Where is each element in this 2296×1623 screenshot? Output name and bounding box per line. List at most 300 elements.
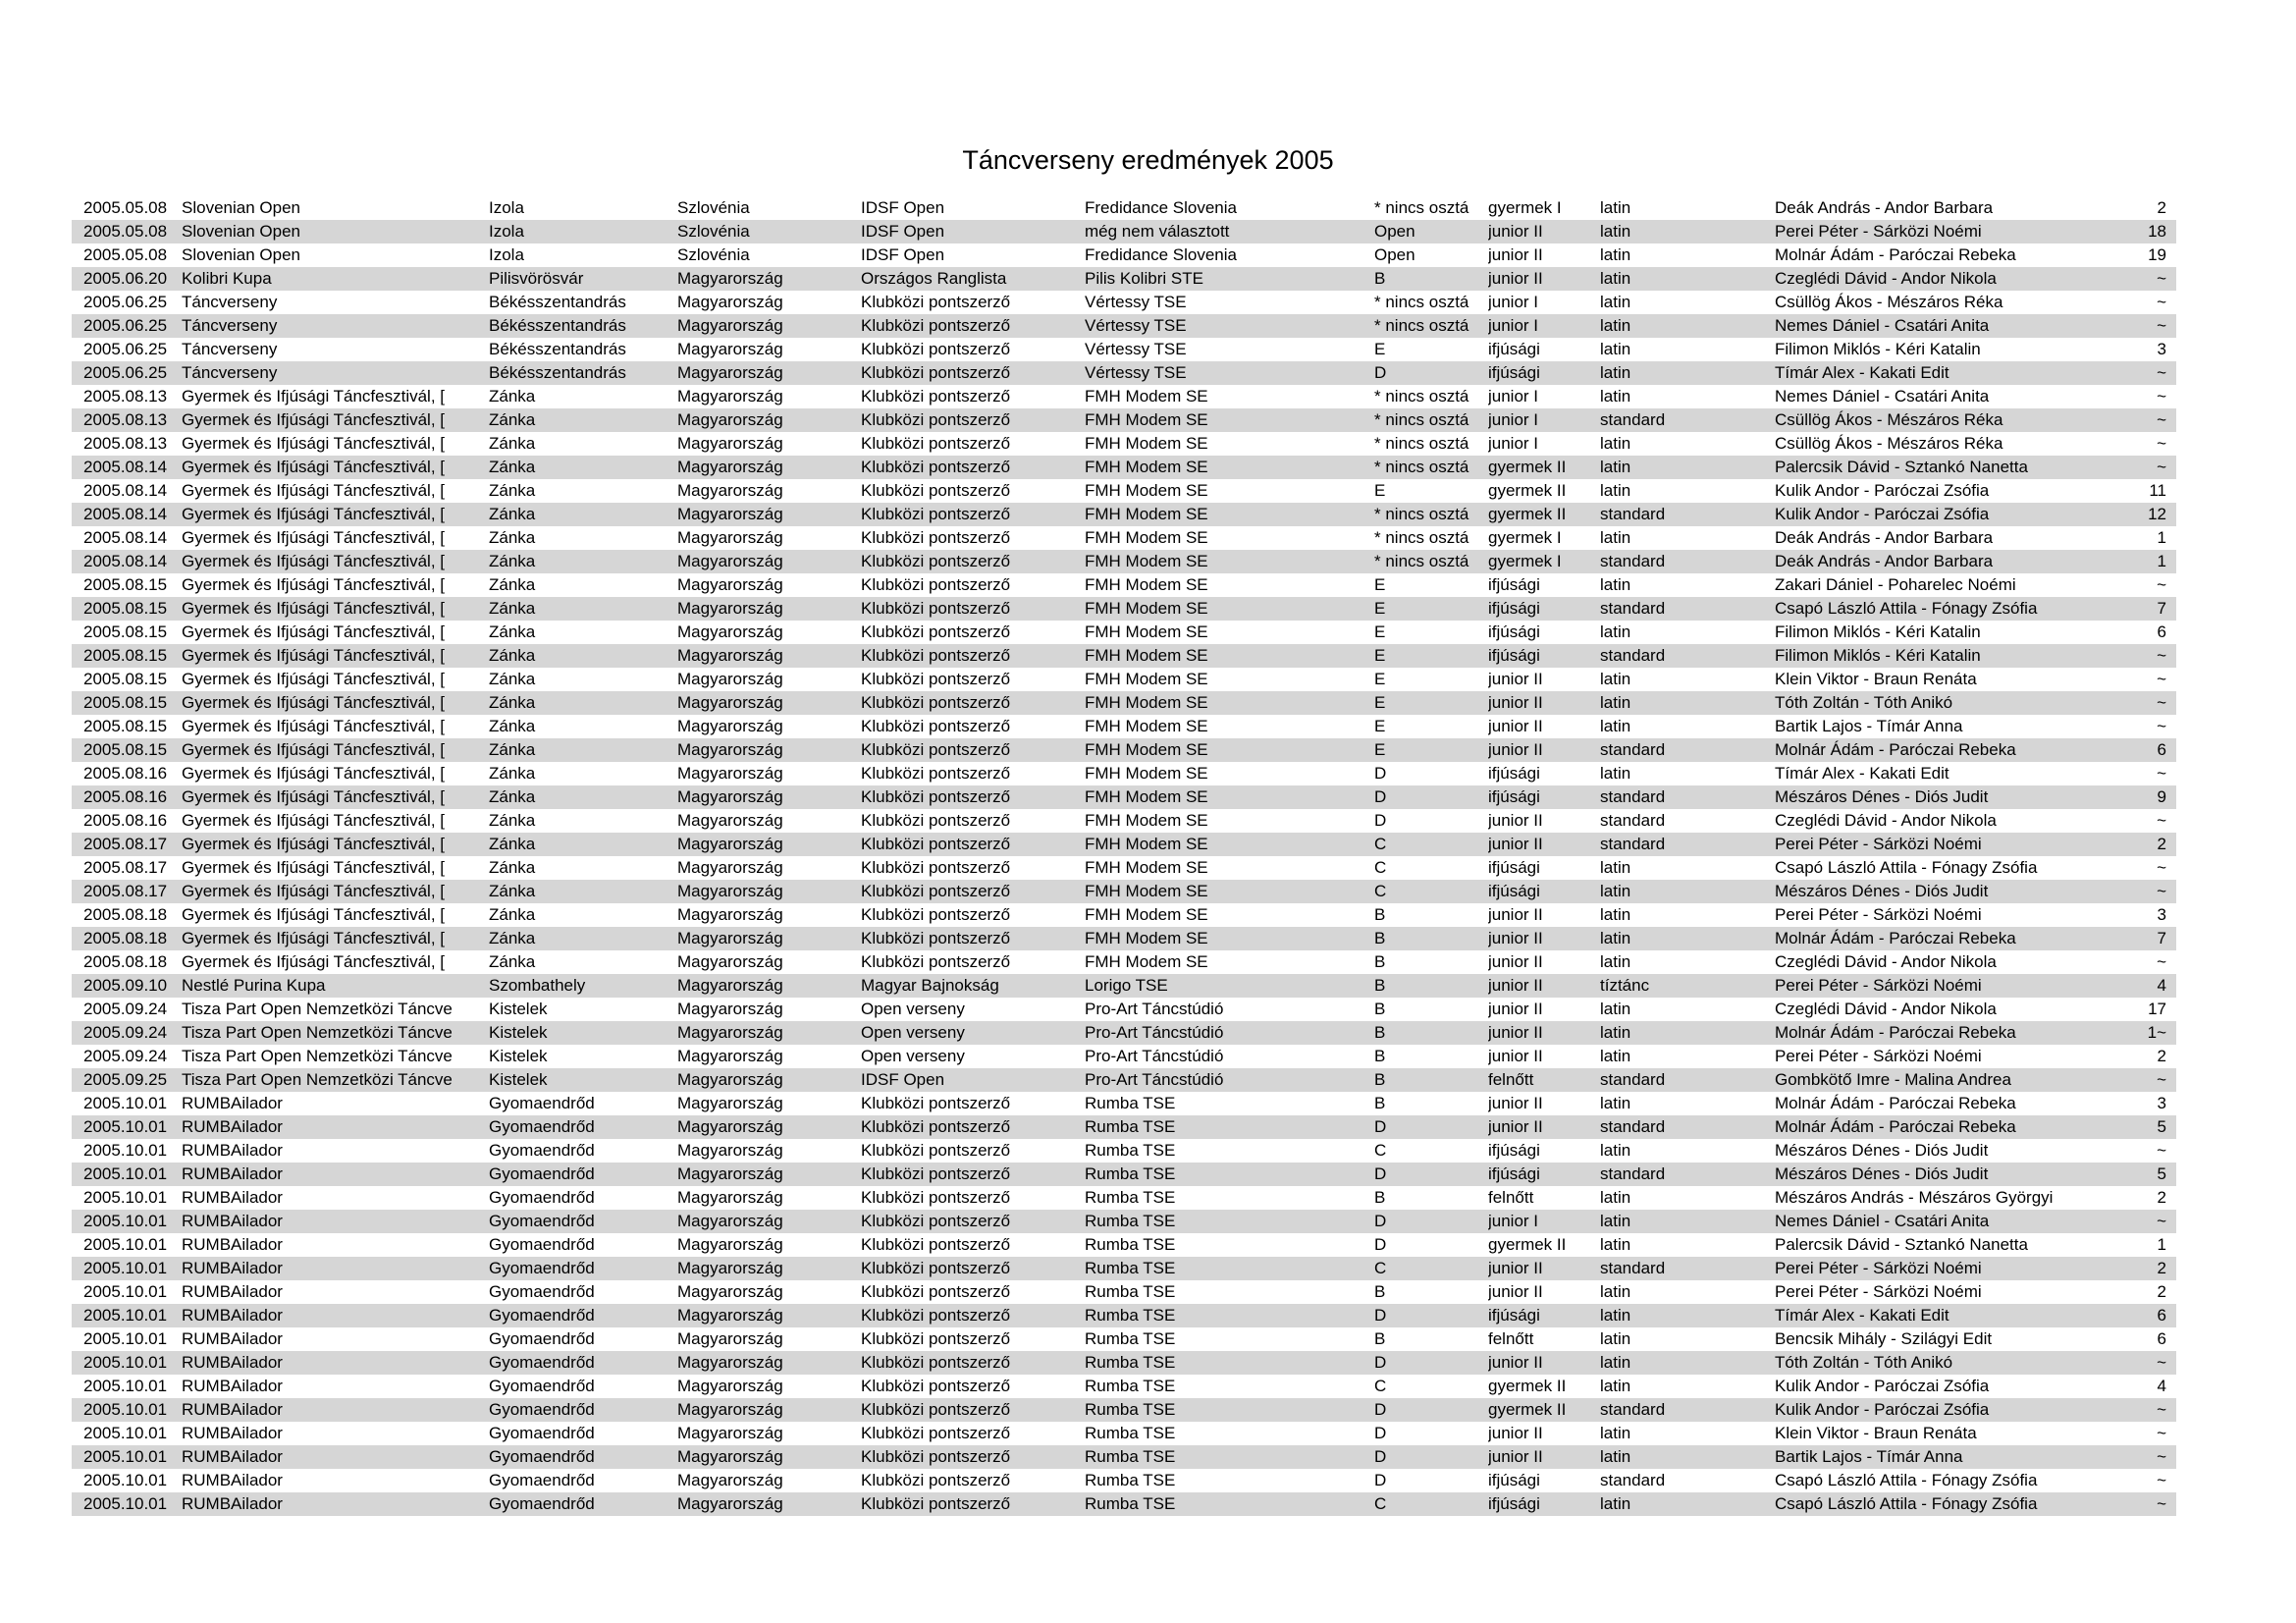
cell-couple: Filimon Miklós - Kéri Katalin	[1775, 646, 1981, 665]
cell-event: RUMBAilador	[182, 1494, 283, 1513]
cell-event: Táncverseny	[182, 363, 278, 382]
cell-style: standard	[1600, 410, 1666, 429]
cell-age-group: junior II	[1488, 952, 1543, 971]
cell-location: Kistelek	[489, 1000, 548, 1018]
cell-style: latin	[1600, 1306, 1631, 1325]
table-row	[72, 243, 2176, 267]
cell-couple: Palercsik Dávid - Sztankó Nanetta	[1775, 1235, 2028, 1254]
cell-organizer: Rumba TSE	[1085, 1141, 1176, 1160]
cell-event: Tisza Part Open Nemzetközi Táncve	[182, 1070, 453, 1089]
cell-type: Klubközi pontszerző	[861, 599, 1011, 618]
cell-style: latin	[1600, 1094, 1631, 1112]
cell-style: latin	[1600, 222, 1631, 241]
table-row	[72, 1445, 2176, 1469]
cell-country: Magyarország	[677, 670, 783, 688]
table-row	[72, 762, 2176, 785]
cell-age-group: ifjúsági	[1488, 622, 1540, 641]
cell-age-group: junior II	[1488, 1000, 1543, 1018]
cell-couple: Deák András - Andor Barbara	[1775, 528, 1994, 547]
cell-date: 2005.08.17	[83, 882, 168, 900]
cell-type: Klubközi pontszerző	[861, 670, 1011, 688]
cell-result: 6	[2157, 740, 2166, 759]
cell-organizer: FMH Modem SE	[1085, 905, 1208, 924]
cell-location: Zánka	[489, 835, 536, 853]
cell-type: Open verseny	[861, 1047, 965, 1065]
cell-result: ~	[2157, 764, 2166, 783]
cell-class: B	[1374, 269, 1386, 288]
cell-style: standard	[1600, 1117, 1666, 1136]
cell-date: 2005.08.15	[83, 575, 168, 594]
cell-date: 2005.08.15	[83, 670, 168, 688]
cell-organizer: FMH Modem SE	[1085, 858, 1208, 877]
cell-result: ~	[2157, 1212, 2166, 1230]
cell-organizer: Vértessy TSE	[1085, 316, 1187, 335]
cell-country: Magyarország	[677, 552, 783, 570]
cell-organizer: FMH Modem SE	[1085, 410, 1208, 429]
cell-couple: Bencsik Mihály - Szilágyi Edit	[1775, 1329, 1993, 1348]
cell-age-group: junior I	[1488, 1212, 1539, 1230]
cell-style: latin	[1600, 458, 1631, 476]
cell-class: C	[1374, 1494, 1387, 1513]
cell-event: Tisza Part Open Nemzetközi Táncve	[182, 1023, 453, 1042]
cell-result: ~	[2157, 410, 2166, 429]
cell-location: Kistelek	[489, 1023, 548, 1042]
cell-date: 2005.08.15	[83, 693, 168, 712]
cell-result: 2	[2157, 1282, 2166, 1301]
cell-location: Zánka	[489, 410, 536, 429]
table-row	[72, 691, 2176, 715]
cell-couple: Molnár Ádám - Paróczai Rebeka	[1775, 1117, 2016, 1136]
cell-class: D	[1374, 1164, 1387, 1183]
cell-date: 2005.08.13	[83, 410, 168, 429]
cell-age-group: ifjúsági	[1488, 599, 1540, 618]
cell-country: Magyarország	[677, 1494, 783, 1513]
cell-class: D	[1374, 1306, 1387, 1325]
cell-type: Klubközi pontszerző	[861, 1141, 1011, 1160]
cell-age-group: gyermek II	[1488, 1377, 1567, 1395]
cell-type: Klubközi pontszerző	[861, 1212, 1011, 1230]
cell-style: standard	[1600, 1471, 1666, 1489]
cell-age-group: junior II	[1488, 740, 1543, 759]
cell-class: C	[1374, 858, 1387, 877]
cell-location: Zánka	[489, 458, 536, 476]
cell-couple: Perei Péter - Sárközi Noémi	[1775, 905, 1982, 924]
cell-country: Magyarország	[677, 434, 783, 453]
cell-type: IDSF Open	[861, 1070, 945, 1089]
cell-result: ~	[2157, 1141, 2166, 1160]
cell-class: D	[1374, 787, 1387, 806]
cell-type: Klubközi pontszerző	[861, 1306, 1011, 1325]
cell-type: Klubközi pontszerző	[861, 1259, 1011, 1277]
table-row	[72, 196, 2176, 220]
cell-class: D	[1374, 1400, 1387, 1419]
cell-organizer: FMH Modem SE	[1085, 693, 1208, 712]
cell-organizer: Pro-Art Táncstúdió	[1085, 1023, 1224, 1042]
cell-class: E	[1374, 670, 1386, 688]
table-row	[72, 950, 2176, 974]
cell-country: Magyarország	[677, 811, 783, 830]
cell-result: ~	[2157, 1471, 2166, 1489]
cell-event: RUMBAilador	[182, 1400, 283, 1419]
cell-result: 2	[2157, 1188, 2166, 1207]
cell-type: Klubközi pontszerző	[861, 952, 1011, 971]
cell-location: Zánka	[489, 505, 536, 523]
cell-couple: Czeglédi Dávid - Andor Nikola	[1775, 1000, 1997, 1018]
cell-date: 2005.08.16	[83, 764, 168, 783]
cell-location: Zánka	[489, 552, 536, 570]
cell-class: E	[1374, 599, 1386, 618]
cell-result: ~	[2157, 1494, 2166, 1513]
cell-class: B	[1374, 952, 1386, 971]
cell-result: ~	[2157, 269, 2166, 288]
cell-date: 2005.06.25	[83, 363, 168, 382]
cell-type: Klubközi pontszerző	[861, 1164, 1011, 1183]
cell-age-group: junior II	[1488, 1259, 1543, 1277]
cell-age-group: gyermek II	[1488, 481, 1567, 500]
table-row	[72, 1139, 2176, 1163]
cell-class: * nincs osztá	[1374, 528, 1469, 547]
cell-location: Zánka	[489, 528, 536, 547]
table-row	[72, 432, 2176, 456]
cell-location: Szombathely	[489, 976, 586, 995]
cell-couple: Deák András - Andor Barbara	[1775, 198, 1994, 217]
cell-class: D	[1374, 1117, 1387, 1136]
cell-class: Open	[1374, 222, 1415, 241]
cell-class: * nincs osztá	[1374, 434, 1469, 453]
cell-class: * nincs osztá	[1374, 316, 1469, 335]
cell-result: ~	[2157, 293, 2166, 311]
cell-event: RUMBAilador	[182, 1188, 283, 1207]
table-row	[72, 1115, 2176, 1139]
table-row	[72, 715, 2176, 738]
cell-event: RUMBAilador	[182, 1141, 283, 1160]
cell-type: IDSF Open	[861, 245, 945, 264]
cell-age-group: junior II	[1488, 1094, 1543, 1112]
cell-event: Gyermek és Ifjúsági Táncfesztivál, [	[182, 528, 446, 547]
cell-type: Klubközi pontszerző	[861, 481, 1011, 500]
cell-date: 2005.08.15	[83, 646, 168, 665]
cell-date: 2005.09.24	[83, 1023, 168, 1042]
cell-country: Magyarország	[677, 787, 783, 806]
cell-type: Országos Ranglista	[861, 269, 1007, 288]
table-row	[72, 408, 2176, 432]
cell-result: ~	[2157, 1400, 2166, 1419]
cell-country: Magyarország	[677, 340, 783, 358]
cell-location: Gyomaendrőd	[489, 1164, 595, 1183]
cell-date: 2005.08.18	[83, 929, 168, 947]
cell-country: Magyarország	[677, 1235, 783, 1254]
cell-class: E	[1374, 481, 1386, 500]
cell-class: B	[1374, 929, 1386, 947]
cell-couple: Mészáros Dénes - Diós Judit	[1775, 882, 1989, 900]
cell-age-group: junior II	[1488, 1353, 1543, 1372]
cell-couple: Czeglédi Dávid - Andor Nikola	[1775, 811, 1997, 830]
cell-type: Magyar Bajnokság	[861, 976, 999, 995]
cell-result: 3	[2157, 1094, 2166, 1112]
cell-result: ~	[2157, 811, 2166, 830]
cell-style: latin	[1600, 952, 1631, 971]
cell-age-group: ifjúsági	[1488, 575, 1540, 594]
cell-couple: Nemes Dániel - Csatári Anita	[1775, 316, 1990, 335]
cell-event: RUMBAilador	[182, 1117, 283, 1136]
cell-result: ~	[2157, 387, 2166, 406]
cell-event: Gyermek és Ifjúsági Táncfesztivál, [	[182, 952, 446, 971]
cell-couple: Palercsik Dávid - Sztankó Nanetta	[1775, 458, 2028, 476]
cell-age-group: junior I	[1488, 387, 1539, 406]
cell-country: Magyarország	[677, 1377, 783, 1395]
cell-age-group: junior II	[1488, 717, 1543, 735]
cell-age-group: junior II	[1488, 811, 1543, 830]
cell-country: Magyarország	[677, 1070, 783, 1089]
cell-type: Klubközi pontszerző	[861, 528, 1011, 547]
cell-location: Zánka	[489, 882, 536, 900]
table-row	[72, 597, 2176, 621]
cell-couple: Csapó László Attila - Fónagy Zsófia	[1775, 599, 2038, 618]
table-row	[72, 621, 2176, 644]
cell-couple: Tóth Zoltán - Tóth Anikó	[1775, 693, 1953, 712]
cell-location: Gyomaendrőd	[489, 1188, 595, 1207]
cell-class: E	[1374, 693, 1386, 712]
cell-event: RUMBAilador	[182, 1259, 283, 1277]
cell-style: latin	[1600, 905, 1631, 924]
cell-couple: Nemes Dániel - Csatári Anita	[1775, 387, 1990, 406]
cell-style: latin	[1600, 1377, 1631, 1395]
cell-event: Tisza Part Open Nemzetközi Táncve	[182, 1000, 453, 1018]
cell-location: Gyomaendrőd	[489, 1377, 595, 1395]
cell-country: Magyarország	[677, 363, 783, 382]
cell-organizer: FMH Modem SE	[1085, 882, 1208, 900]
cell-age-group: gyermek I	[1488, 528, 1562, 547]
table-row	[72, 998, 2176, 1021]
cell-country: Magyarország	[677, 646, 783, 665]
table-row	[72, 927, 2176, 950]
cell-result: 6	[2157, 622, 2166, 641]
cell-style: latin	[1600, 717, 1631, 735]
cell-type: Klubközi pontszerző	[861, 410, 1011, 429]
cell-style: latin	[1600, 363, 1631, 382]
cell-style: latin	[1600, 269, 1631, 288]
cell-class: * nincs osztá	[1374, 505, 1469, 523]
cell-organizer: Vértessy TSE	[1085, 293, 1187, 311]
cell-result: 6	[2157, 1329, 2166, 1348]
cell-date: 2005.08.15	[83, 622, 168, 641]
cell-country: Magyarország	[677, 1329, 783, 1348]
cell-age-group: junior II	[1488, 1447, 1543, 1466]
cell-type: Klubközi pontszerző	[861, 1329, 1011, 1348]
cell-location: Gyomaendrőd	[489, 1306, 595, 1325]
cell-organizer: Pilis Kolibri STE	[1085, 269, 1203, 288]
cell-location: Zánka	[489, 434, 536, 453]
cell-country: Magyarország	[677, 410, 783, 429]
cell-date: 2005.10.01	[83, 1353, 168, 1372]
table-row	[72, 1045, 2176, 1068]
cell-class: D	[1374, 764, 1387, 783]
table-row	[72, 479, 2176, 503]
cell-class: B	[1374, 1047, 1386, 1065]
cell-age-group: ifjúsági	[1488, 787, 1540, 806]
cell-location: Zánka	[489, 952, 536, 971]
cell-style: latin	[1600, 622, 1631, 641]
cell-style: latin	[1600, 670, 1631, 688]
cell-couple: Csapó László Attila - Fónagy Zsófia	[1775, 858, 2038, 877]
table-row	[72, 880, 2176, 903]
cell-date: 2005.10.01	[83, 1117, 168, 1136]
cell-result: ~	[2157, 693, 2166, 712]
cell-date: 2005.09.10	[83, 976, 168, 995]
cell-location: Zánka	[489, 646, 536, 665]
cell-location: Kistelek	[489, 1047, 548, 1065]
cell-organizer: Lorigo TSE	[1085, 976, 1168, 995]
cell-type: Klubközi pontszerző	[861, 1400, 1011, 1419]
cell-couple: Tímár Alex - Kakati Edit	[1775, 363, 1949, 382]
cell-country: Magyarország	[677, 481, 783, 500]
cell-date: 2005.10.01	[83, 1424, 168, 1442]
cell-style: latin	[1600, 340, 1631, 358]
cell-country: Magyarország	[677, 1164, 783, 1183]
cell-type: Klubközi pontszerző	[861, 905, 1011, 924]
cell-style: latin	[1600, 882, 1631, 900]
cell-type: Klubközi pontszerző	[861, 764, 1011, 783]
cell-date: 2005.10.01	[83, 1282, 168, 1301]
table-row	[72, 503, 2176, 526]
cell-type: Klubközi pontszerző	[861, 434, 1011, 453]
cell-couple: Csüllög Ákos - Mészáros Réka	[1775, 293, 2003, 311]
cell-country: Magyarország	[677, 1259, 783, 1277]
results-table	[72, 196, 2176, 1516]
cell-location: Békésszentandrás	[489, 363, 626, 382]
cell-date: 2005.08.16	[83, 811, 168, 830]
cell-date: 2005.09.24	[83, 1047, 168, 1065]
cell-event: Gyermek és Ifjúsági Táncfesztivál, [	[182, 434, 446, 453]
cell-couple: Filimon Miklós - Kéri Katalin	[1775, 340, 1981, 358]
cell-location: Zánka	[489, 787, 536, 806]
cell-date: 2005.10.01	[83, 1141, 168, 1160]
cell-location: Gyomaendrőd	[489, 1212, 595, 1230]
cell-organizer: Rumba TSE	[1085, 1329, 1176, 1348]
cell-location: Zánka	[489, 670, 536, 688]
cell-age-group: junior II	[1488, 1047, 1543, 1065]
cell-event: Gyermek és Ifjúsági Táncfesztivál, [	[182, 505, 446, 523]
cell-result: ~	[2157, 458, 2166, 476]
cell-age-group: gyermek II	[1488, 458, 1567, 476]
cell-date: 2005.10.01	[83, 1377, 168, 1395]
cell-date: 2005.10.01	[83, 1494, 168, 1513]
cell-age-group: junior II	[1488, 976, 1543, 995]
cell-age-group: junior II	[1488, 1117, 1543, 1136]
cell-location: Gyomaendrőd	[489, 1494, 595, 1513]
cell-country: Magyarország	[677, 1400, 783, 1419]
cell-location: Zánka	[489, 717, 536, 735]
cell-age-group: gyermek II	[1488, 1400, 1567, 1419]
cell-event: Gyermek és Ifjúsági Táncfesztivál, [	[182, 387, 446, 406]
cell-age-group: felnőtt	[1488, 1329, 1534, 1348]
cell-event: Gyermek és Ifjúsági Táncfesztivál, [	[182, 929, 446, 947]
cell-class: E	[1374, 717, 1386, 735]
cell-organizer: Fredidance Slovenia	[1085, 198, 1237, 217]
table-row	[72, 1280, 2176, 1304]
cell-event: Gyermek és Ifjúsági Táncfesztivál, [	[182, 693, 446, 712]
table-row	[72, 738, 2176, 762]
cell-organizer: Rumba TSE	[1085, 1188, 1176, 1207]
cell-location: Gyomaendrőd	[489, 1471, 595, 1489]
cell-country: Magyarország	[677, 1094, 783, 1112]
cell-style: latin	[1600, 1188, 1631, 1207]
cell-age-group: junior II	[1488, 670, 1543, 688]
cell-style: standard	[1600, 1259, 1666, 1277]
cell-organizer: Rumba TSE	[1085, 1164, 1176, 1183]
cell-style: latin	[1600, 245, 1631, 264]
cell-age-group: gyermek II	[1488, 505, 1567, 523]
cell-organizer: Rumba TSE	[1085, 1306, 1176, 1325]
cell-organizer: FMH Modem SE	[1085, 528, 1208, 547]
cell-class: * nincs osztá	[1374, 198, 1469, 217]
cell-couple: Czeglédi Dávid - Andor Nikola	[1775, 952, 1997, 971]
cell-class: D	[1374, 1353, 1387, 1372]
table-row	[72, 338, 2176, 361]
cell-type: Klubközi pontszerző	[861, 1094, 1011, 1112]
table-row	[72, 1233, 2176, 1257]
cell-location: Zánka	[489, 481, 536, 500]
cell-location: Izola	[489, 222, 524, 241]
cell-style: latin	[1600, 1000, 1631, 1018]
cell-style: standard	[1600, 1164, 1666, 1183]
cell-event: Slovenian Open	[182, 245, 300, 264]
cell-country: Szlovénia	[677, 222, 750, 241]
cell-age-group: junior II	[1488, 245, 1543, 264]
cell-class: B	[1374, 976, 1386, 995]
cell-event: Gyermek és Ifjúsági Táncfesztivál, [	[182, 552, 446, 570]
cell-style: latin	[1600, 316, 1631, 335]
cell-result: ~	[2157, 1447, 2166, 1466]
cell-result: ~	[2157, 1353, 2166, 1372]
cell-date: 2005.08.15	[83, 717, 168, 735]
cell-country: Magyarország	[677, 269, 783, 288]
cell-couple: Tímár Alex - Kakati Edit	[1775, 764, 1949, 783]
cell-location: Zánka	[489, 387, 536, 406]
cell-organizer: FMH Modem SE	[1085, 622, 1208, 641]
cell-date: 2005.10.01	[83, 1164, 168, 1183]
cell-style: latin	[1600, 1494, 1631, 1513]
cell-couple: Kulik Andor - Paróczai Zsófia	[1775, 505, 1990, 523]
cell-country: Magyarország	[677, 905, 783, 924]
cell-location: Gyomaendrőd	[489, 1329, 595, 1348]
cell-event: RUMBAilador	[182, 1306, 283, 1325]
cell-style: latin	[1600, 434, 1631, 453]
cell-event: RUMBAilador	[182, 1471, 283, 1489]
cell-age-group: junior II	[1488, 693, 1543, 712]
cell-event: Táncverseny	[182, 293, 278, 311]
cell-event: Gyermek és Ifjúsági Táncfesztivál, [	[182, 481, 446, 500]
cell-class: E	[1374, 340, 1386, 358]
cell-location: Zánka	[489, 905, 536, 924]
cell-event: RUMBAilador	[182, 1353, 283, 1372]
cell-date: 2005.08.16	[83, 787, 168, 806]
cell-event: Slovenian Open	[182, 222, 300, 241]
cell-type: Klubközi pontszerző	[861, 458, 1011, 476]
cell-event: Gyermek és Ifjúsági Táncfesztivál, [	[182, 787, 446, 806]
cell-result: 17	[2148, 1000, 2166, 1018]
cell-country: Magyarország	[677, 528, 783, 547]
cell-country: Magyarország	[677, 882, 783, 900]
cell-result: ~	[2157, 717, 2166, 735]
cell-organizer: Rumba TSE	[1085, 1447, 1176, 1466]
cell-date: 2005.08.17	[83, 858, 168, 877]
cell-organizer: FMH Modem SE	[1085, 481, 1208, 500]
cell-country: Magyarország	[677, 1047, 783, 1065]
cell-result: 7	[2157, 599, 2166, 618]
cell-location: Gyomaendrőd	[489, 1141, 595, 1160]
cell-result: ~	[2157, 575, 2166, 594]
